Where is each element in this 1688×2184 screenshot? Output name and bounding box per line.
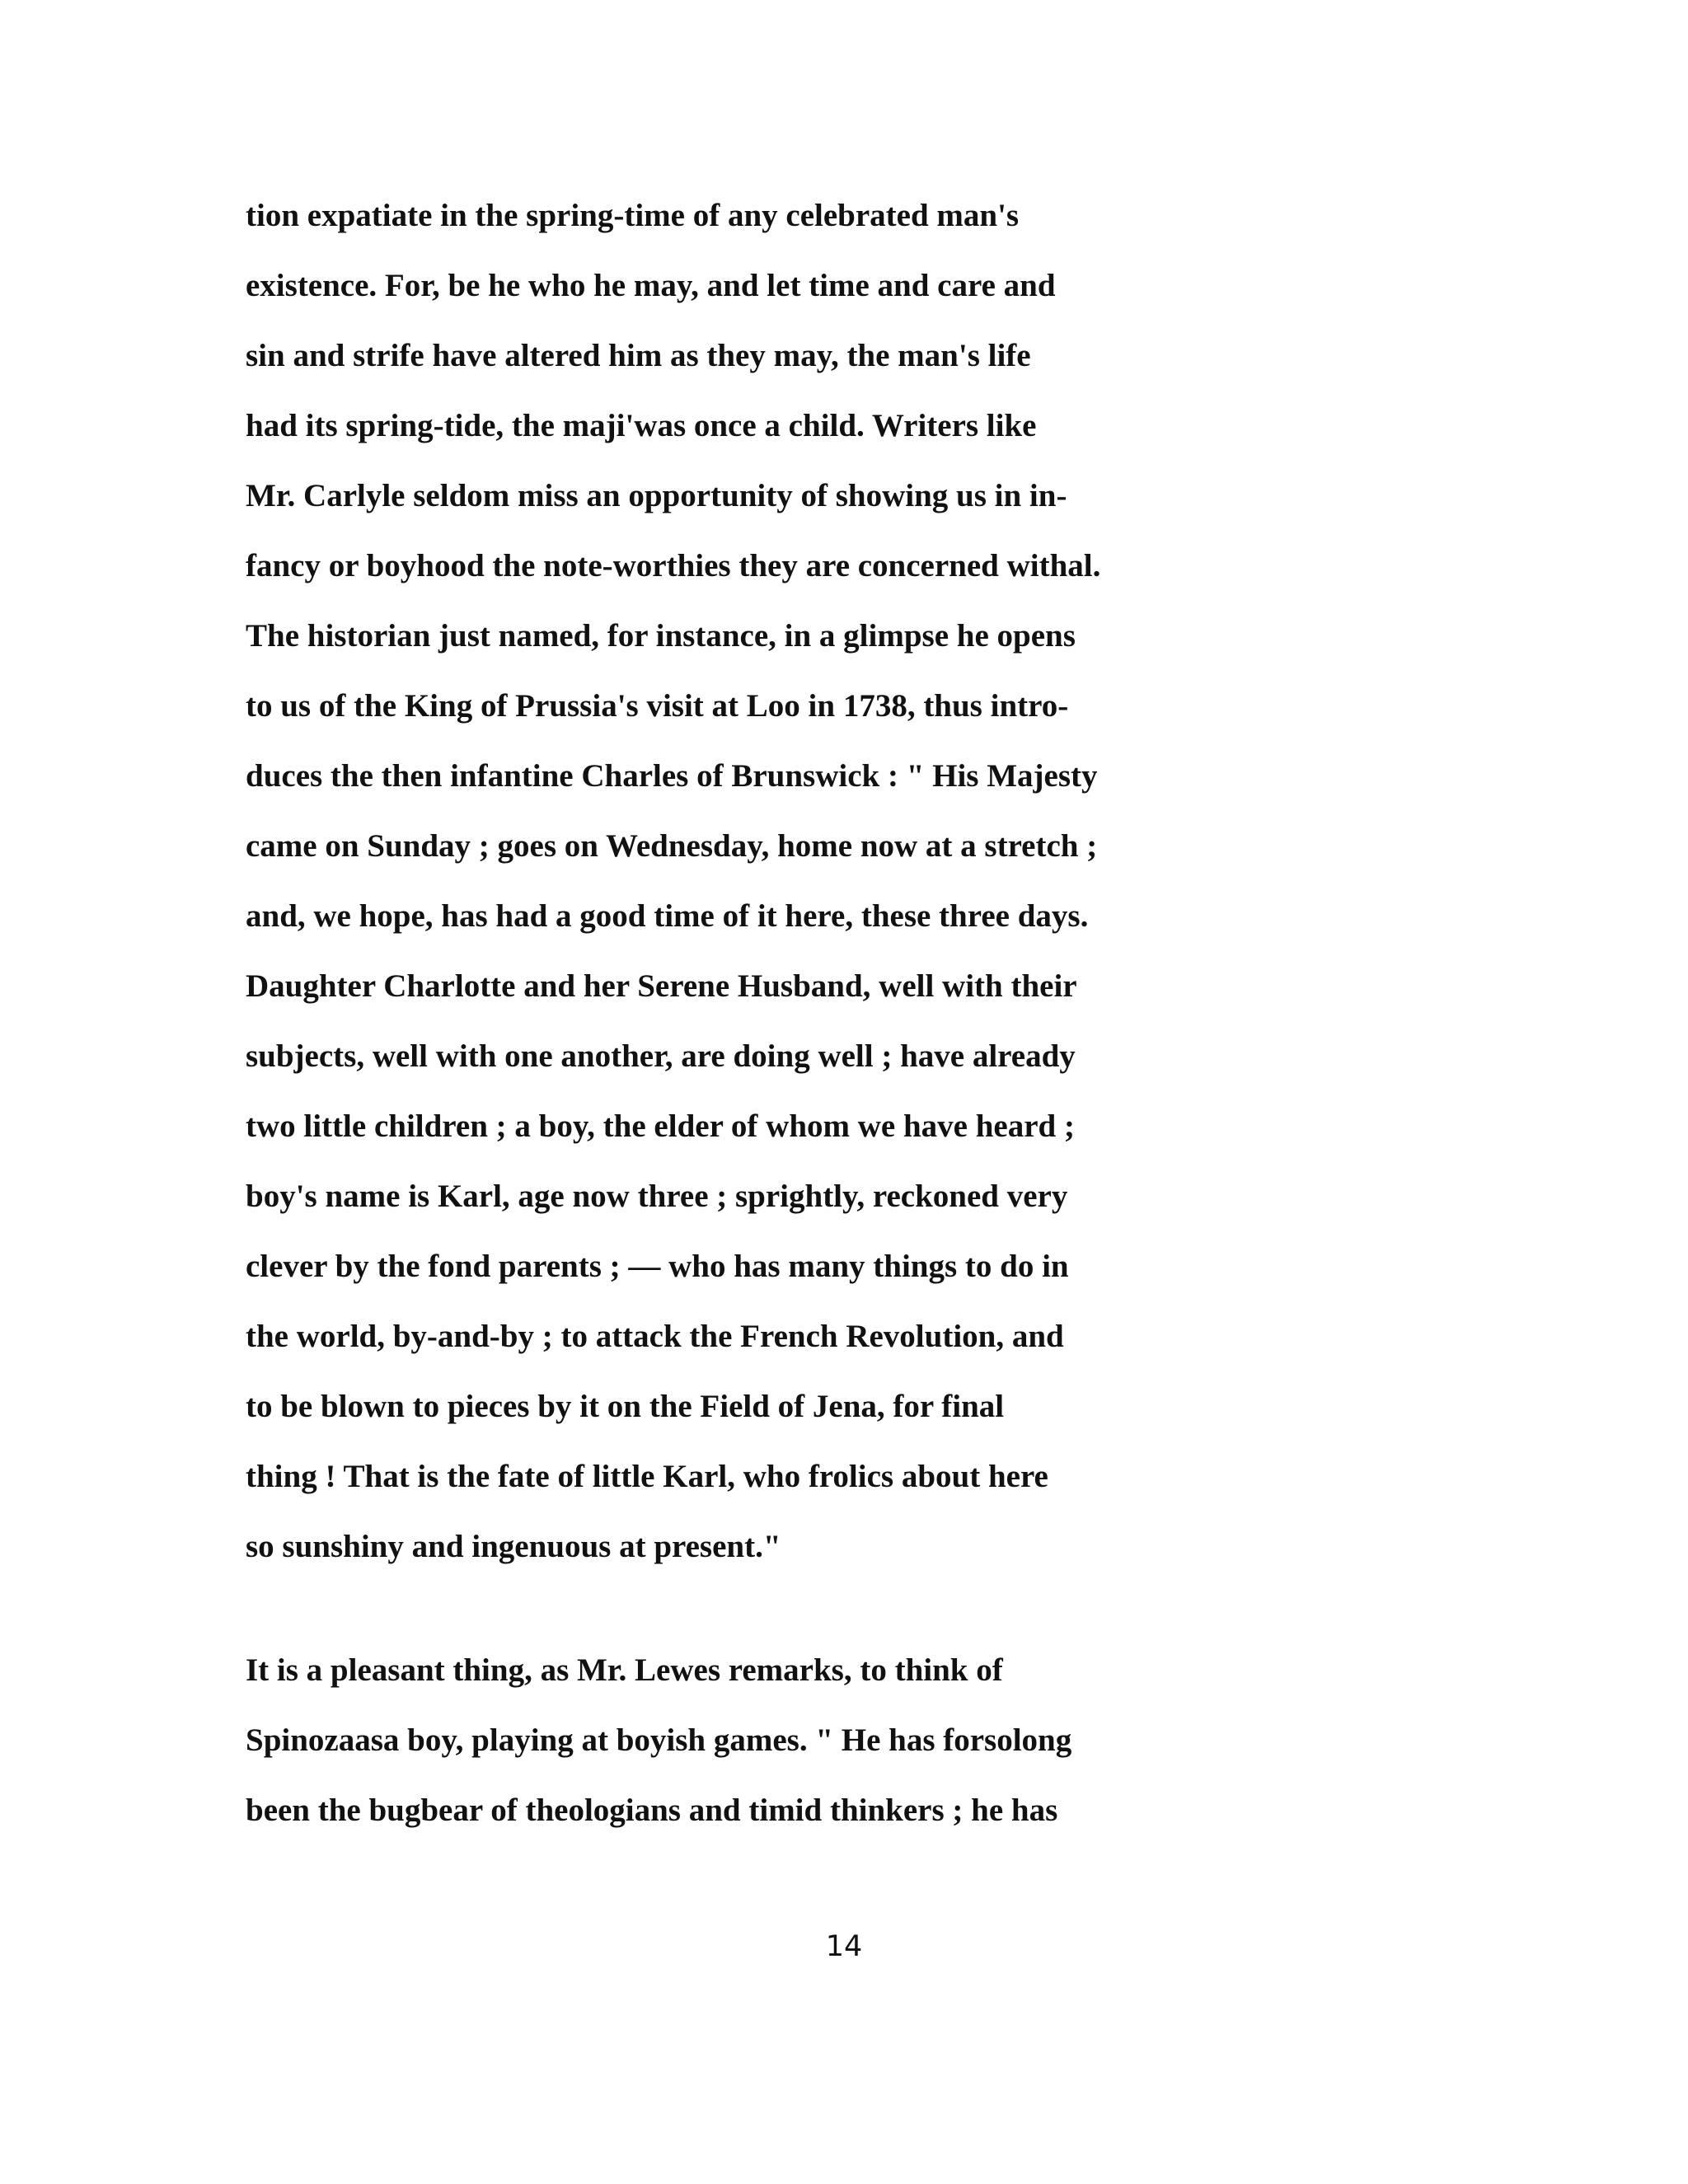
text-line: duces the then infantine Charles of Brunswick : " His Majesty	[246, 758, 1098, 794]
paragraph-1	[246, 196, 1482, 1597]
text-line: The historian just named, for instance, in a glimpse he opens	[246, 618, 1076, 654]
text-line: sin and strife have altered him as they may, the man's life	[246, 338, 1031, 373]
text-line: boy's name is Karl, age now three ; sprightly, reckoned very	[246, 1179, 1068, 1214]
text-line: It is a pleasant thing, as Mr. Lewes remarks, to think of	[246, 1652, 1003, 1688]
page-number: 14	[825, 1930, 863, 1963]
text-line: the world, by-and-by ; to attack the French Revolution, and	[246, 1319, 1064, 1354]
text-line: been the bugbear of theologians and timid thinkers ; he has	[246, 1793, 1058, 1828]
text-line: Daughter Charlotte and her Serene Husband, well with their	[246, 968, 1077, 1004]
text-line: thing ! That is the fate of little Karl, who frolics about here	[246, 1459, 1048, 1494]
text-line: clever by the fond parents ; — who has many things to do in	[246, 1249, 1069, 1284]
text-line: Mr. Carlyle seldom miss an opportunity of showing us in in-	[246, 478, 1067, 513]
text-line: existence. For, be he who he may, and let time and care and	[246, 268, 1056, 303]
text-line: two little children ; a boy, the elder of whom we have heard ;	[246, 1108, 1075, 1144]
text-line: had its spring-tide, the maji'was once a child. Writers like	[246, 408, 1037, 443]
text-line: to be blown to pieces by it on the Field of Jena, for final	[246, 1389, 1005, 1424]
text-line: to us of the King of Prussia's visit at Loo in 1738, thus intro-	[246, 688, 1069, 724]
text-line: fancy or boyhood the note-worthies they are concerned withal.	[246, 548, 1101, 583]
text-line: tion expatiate in the spring-time of any celebrated man's	[246, 198, 1020, 233]
text-line: came on Sunday ; goes on Wednesday, home now at a stretch ;	[246, 828, 1098, 864]
paragraph-2	[246, 1651, 1482, 1861]
text-line: so sunshiny and ingenuous at present."	[246, 1529, 781, 1564]
text-line: and, we hope, has had a good time of it here, these three days.	[246, 898, 1089, 934]
text-line: Spinozaasa boy, playing at boyish games. " He has forsolong	[246, 1722, 1072, 1758]
text-line: subjects, well with one another, are doing well ; have already	[246, 1038, 1076, 1074]
